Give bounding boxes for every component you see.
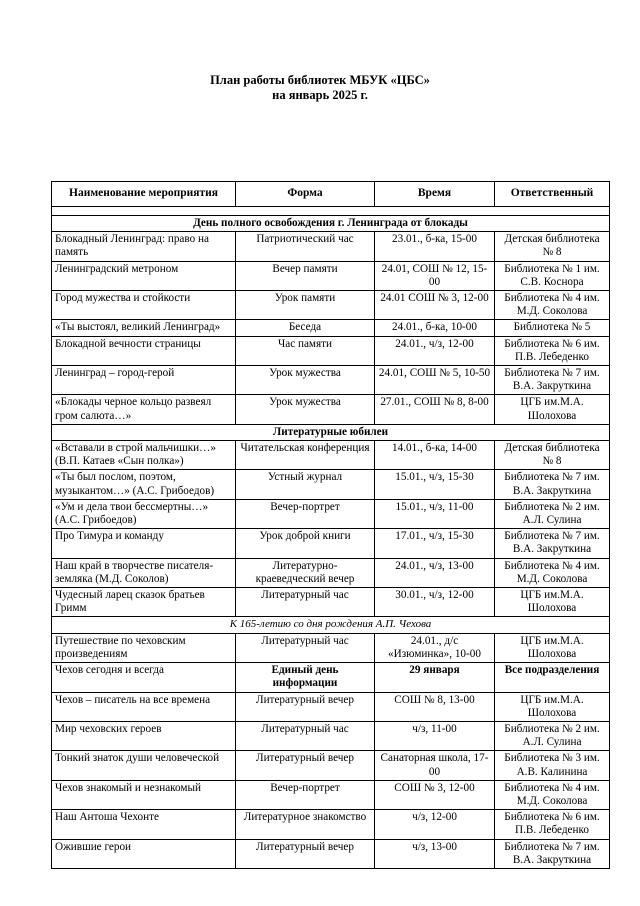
time-cell: ч/з, 13-00 xyxy=(375,839,495,868)
event-cell: Чехов – писатель на все времена xyxy=(52,692,236,721)
event-cell: Чудесный ларец сказок братьев Гримм xyxy=(52,588,236,617)
time-cell: 17.01., ч/з, 15-30 xyxy=(375,529,495,558)
time-cell: ч/з, 12-00 xyxy=(375,810,495,839)
responsible-cell: Библиотека № 7 им. В.А. Закруткина xyxy=(495,529,610,558)
title-line-2: на январь 2025 г. xyxy=(272,88,368,102)
section-heading: День полного освобождения г. Ленинграда от блокады xyxy=(52,216,610,232)
event-cell: Чехов сегодня и всегда xyxy=(52,663,236,692)
table-row xyxy=(52,692,610,721)
spacer-row xyxy=(52,207,610,216)
section-heading: Литературные юбилеи xyxy=(52,424,610,440)
responsible-cell: Библиотека № 4 им. М.Д. Соколова xyxy=(495,780,610,809)
responsible-cell: Детская библиотека № 8 xyxy=(495,232,610,261)
table-row xyxy=(52,558,610,587)
time-cell: 24.01, СОШ № 12, 15-00 xyxy=(375,261,495,290)
table-row xyxy=(52,366,610,395)
header-cell-form: Форма xyxy=(236,182,375,207)
form-cell: Литературный вечер xyxy=(236,839,375,868)
section-heading-row xyxy=(52,216,610,232)
form-cell: Литературное знакомство xyxy=(236,810,375,839)
form-cell: Литературный вечер xyxy=(236,751,375,780)
form-cell: Читательская конференция xyxy=(236,441,375,470)
spacer-cell xyxy=(52,207,610,216)
table-row xyxy=(52,663,610,692)
table-row xyxy=(52,810,610,839)
event-cell: Чехов знакомый и незнакомый xyxy=(52,780,236,809)
event-cell: «Ум и дела твои бессмертны…» (А.С. Грибоедов) xyxy=(52,499,236,528)
responsible-cell: ЦГБ им.М.А. Шолохова xyxy=(495,588,610,617)
title-line-1: План работы библиотек МБУК «ЦБС» xyxy=(210,73,430,87)
event-cell: Наш Антоша Чехонте xyxy=(52,810,236,839)
time-cell: 24.01., ч/з, 12-00 xyxy=(375,336,495,365)
table-row xyxy=(52,336,610,365)
table-row xyxy=(52,499,610,528)
time-cell: 15.01., ч/з, 11-00 xyxy=(375,499,495,528)
form-cell: Урок мужества xyxy=(236,366,375,395)
event-cell: Про Тимура и команду xyxy=(52,529,236,558)
form-cell: Литературный вечер xyxy=(236,692,375,721)
event-cell: «Ты был послом, поэтом, музыкантом…» (А.С. Грибоедов) xyxy=(52,470,236,499)
time-cell: Санаторная школа, 17-00 xyxy=(375,751,495,780)
header-row xyxy=(52,182,610,207)
event-cell: «Ты выстоял, великий Ленинград» xyxy=(52,320,236,336)
event-cell: Блокадный Ленинград: право на память xyxy=(52,232,236,261)
time-cell: 24.01, СОШ № 5, 10-50 xyxy=(375,366,495,395)
form-cell: Литературный час xyxy=(236,588,375,617)
form-cell: Час памяти xyxy=(236,336,375,365)
time-cell: 29 января xyxy=(375,663,495,692)
responsible-cell: Библиотека № 7 им. В.А. Закруткина xyxy=(495,366,610,395)
table-row xyxy=(52,588,610,617)
time-cell: ч/з, 11-00 xyxy=(375,721,495,750)
form-cell: Вечер-портрет xyxy=(236,780,375,809)
form-cell: Литературный час xyxy=(236,633,375,662)
table-row xyxy=(52,441,610,470)
responsible-cell: Библиотека № 6 им. П.В. Лебеденко xyxy=(495,336,610,365)
responsible-cell: Библиотека № 2 им. А.Л. Сулина xyxy=(495,721,610,750)
responsible-cell: Библиотека № 2 им. А.Л. Сулина xyxy=(495,499,610,528)
table-row xyxy=(52,261,610,290)
form-cell: Вечер памяти xyxy=(236,261,375,290)
section-heading-row xyxy=(52,617,610,633)
responsible-cell: ЦГБ им.М.А. Шолохова xyxy=(495,692,610,721)
responsible-cell: Библиотека № 5 xyxy=(495,320,610,336)
form-cell: Урок памяти xyxy=(236,291,375,320)
form-cell: Литературно-краеведческий вечер xyxy=(236,558,375,587)
event-cell: «Вставали в строй мальчишки…» (В.П. Катаев «Сын полка») xyxy=(52,441,236,470)
form-cell: Урок доброй книги xyxy=(236,529,375,558)
section-heading: К 165-летию со дня рождения А.П. Чехова xyxy=(52,617,610,633)
table-row xyxy=(52,320,610,336)
responsible-cell: Библиотека № 7 им. В.А. Закруткина xyxy=(495,839,610,868)
responsible-cell: Библиотека № 4 им. М.Д. Соколова xyxy=(495,558,610,587)
header-cell-time: Время xyxy=(375,182,495,207)
responsible-cell: ЦГБ им.М.А. Шолохова xyxy=(495,395,610,424)
table-row xyxy=(52,470,610,499)
event-cell: Город мужества и стойкости xyxy=(52,291,236,320)
table-row xyxy=(52,839,610,868)
plan-table xyxy=(51,181,610,869)
header-cell-responsible: Ответственный xyxy=(495,182,610,207)
event-cell: Путешествие по чеховским произведениям xyxy=(52,633,236,662)
form-cell: Беседа xyxy=(236,320,375,336)
form-cell: Единый день информации xyxy=(236,663,375,692)
table-row xyxy=(52,751,610,780)
responsible-cell: Библиотека № 3 им. А.В. Калинина xyxy=(495,751,610,780)
time-cell: 24.01., б-ка, 10-00 xyxy=(375,320,495,336)
responsible-cell: Все подразделения xyxy=(495,663,610,692)
time-cell: 30.01., ч/з, 12-00 xyxy=(375,588,495,617)
event-cell: Наш край в творчестве писателя-земляка (М.Д. Соколов) xyxy=(52,558,236,587)
responsible-cell: Библиотека № 4 им. М.Д. Соколова xyxy=(495,291,610,320)
table-row xyxy=(52,395,610,424)
responsible-cell: Библиотека № 1 им. С.В. Коснора xyxy=(495,261,610,290)
event-cell: Тонкий знаток души человеческой xyxy=(52,751,236,780)
time-cell: 23.01., б-ка, 15-00 xyxy=(375,232,495,261)
event-cell: «Блокады черное кольцо развеял гром салюта…» xyxy=(52,395,236,424)
time-cell: 27.01., СОШ № 8, 8-00 xyxy=(375,395,495,424)
time-cell: 24.01 СОШ № 3, 12-00 xyxy=(375,291,495,320)
form-cell: Урок мужества xyxy=(236,395,375,424)
document-title xyxy=(0,73,640,103)
time-cell: 24.01., ч/з, 13-00 xyxy=(375,558,495,587)
form-cell: Литературный час xyxy=(236,721,375,750)
form-cell: Устный журнал xyxy=(236,470,375,499)
responsible-cell: Библиотека № 7 им. В.А. Закруткина xyxy=(495,470,610,499)
event-cell: Ожившие герои xyxy=(52,839,236,868)
time-cell: СОШ № 8, 13-00 xyxy=(375,692,495,721)
time-cell: 24.01., д/с «Изюминка», 10-00 xyxy=(375,633,495,662)
table-row xyxy=(52,529,610,558)
form-cell: Патриотический час xyxy=(236,232,375,261)
event-cell: Ленинград – город-герой xyxy=(52,366,236,395)
time-cell: 15.01., ч/з, 15-30 xyxy=(375,470,495,499)
time-cell: СОШ № 3, 12-00 xyxy=(375,780,495,809)
event-cell: Блокадной вечности страницы xyxy=(52,336,236,365)
event-cell: Мир чеховских героев xyxy=(52,721,236,750)
responsible-cell: Библиотека № 6 им. П.В. Лебеденко xyxy=(495,810,610,839)
table-row xyxy=(52,780,610,809)
header-cell-event: Наименование мероприятия xyxy=(52,182,236,207)
responsible-cell: ЦГБ им.М.А. Шолохова xyxy=(495,633,610,662)
responsible-cell: Детская библиотека № 8 xyxy=(495,441,610,470)
event-cell: Ленинградский метроном xyxy=(52,261,236,290)
table-row xyxy=(52,633,610,662)
table-row xyxy=(52,291,610,320)
form-cell: Вечер-портрет xyxy=(236,499,375,528)
section-heading-row xyxy=(52,424,610,440)
table-row xyxy=(52,721,610,750)
time-cell: 14.01., б-ка, 14-00 xyxy=(375,441,495,470)
table-row xyxy=(52,232,610,261)
